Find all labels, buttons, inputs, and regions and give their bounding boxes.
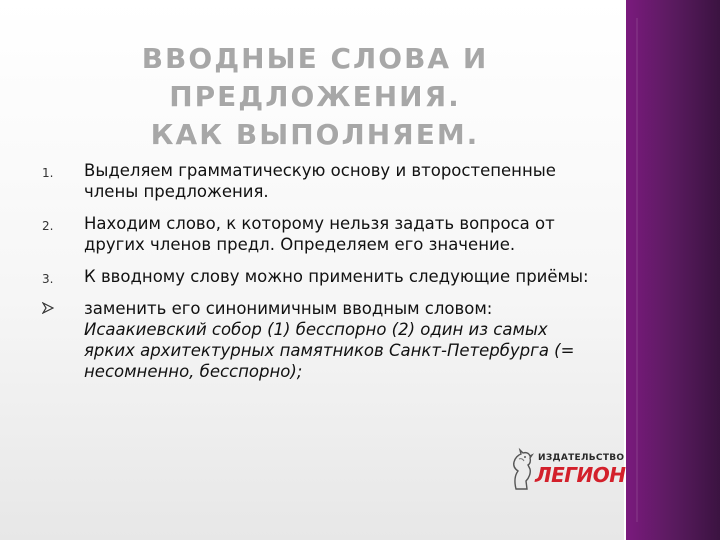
list-item-2 <box>42 213 602 255</box>
decorative-sidebar <box>626 0 720 540</box>
knight-horse-icon <box>508 445 538 493</box>
list-number-3: 3. <box>42 272 54 286</box>
list-number-2: 2. <box>42 219 54 233</box>
logo-publisher-label: ИЗДАТЕЛЬСТВО <box>538 453 625 463</box>
sidebar-line <box>636 18 638 522</box>
arrow-bullet-icon <box>42 302 54 314</box>
list-item-text-2: Находим слово, к которому нельзя задать вопроса от других членов предл. Определяем его значение. <box>84 214 555 254</box>
slide-title-line-2: КАК ВЫПОЛНЯЕМ. <box>150 118 480 151</box>
publisher-logo <box>508 445 626 493</box>
list-number-1: 1. <box>42 166 54 180</box>
list-item-text-3: К вводному слову можно применить следующие приёмы: <box>84 267 589 286</box>
list-item-text-4: заменить его синонимичным вводным словом: <box>84 299 493 318</box>
steps-list <box>42 160 602 393</box>
slide-title <box>30 40 600 154</box>
list-item-text-1: Выделяем грамматическую основу и второстепенные члены предложения. <box>84 161 556 201</box>
slide-title-line-1: ВВОДНЫЕ СЛОВА И ПРЕДЛОЖЕНИЯ. <box>141 42 489 113</box>
example-sentence: Исаакиевский собор (1) бесспорно (2) один из самых ярких архитектурных памятников Санкт-Петербурга (= несомненно, бесспорно); <box>84 320 575 381</box>
logo-brand-name: ЛЕГИОН <box>535 463 626 487</box>
list-item-1 <box>42 160 602 202</box>
list-item-3 <box>42 266 602 287</box>
list-item-4 <box>42 298 602 382</box>
